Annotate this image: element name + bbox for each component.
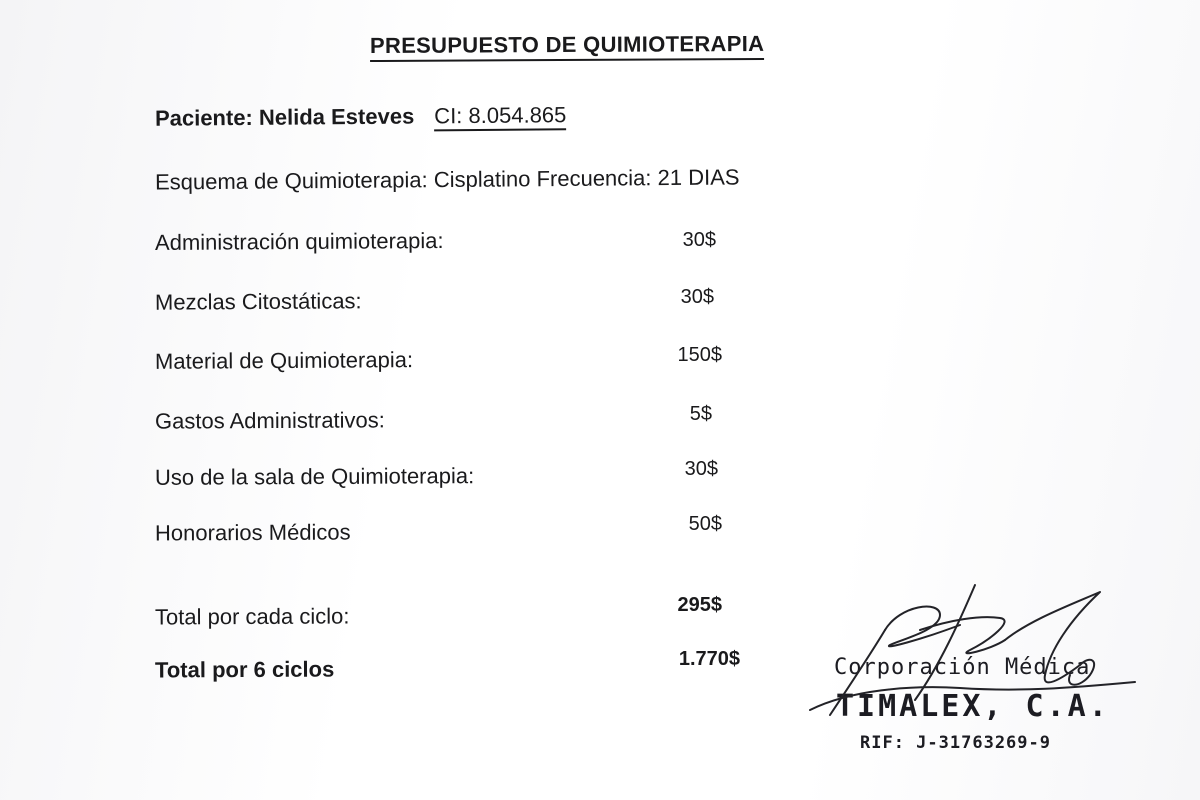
stamp-corporation: Corporación Médica: [834, 655, 1091, 680]
item-label-material: Material de Quimioterapia:: [154, 347, 414, 374]
item-value-gastos: 5$: [689, 403, 712, 425]
total-six-cycles-value: 1.770$: [678, 648, 740, 670]
handwritten-signature: [790, 570, 1150, 730]
item-label-administracion: Administración quimioterapia:: [154, 227, 444, 256]
total-per-cycle-value: 295$: [677, 594, 722, 616]
patient-name: Paciente: Nelida Esteves: [154, 103, 415, 131]
item-value-mezclas: 30$: [680, 286, 714, 308]
total-per-cycle-label: Total por cada ciclo:: [154, 603, 350, 630]
item-value-uso-sala: 30$: [684, 458, 718, 480]
item-label-mezclas: Mezclas Citostáticas:: [154, 288, 362, 315]
item-label-gastos: Gastos Administrativos:: [154, 407, 385, 434]
item-label-uso-sala: Uso de la sala de Quimioterapia:: [154, 463, 475, 490]
stamp-rif: RIF: J-31763269-9: [860, 733, 1051, 753]
patient-ci: CI: 8.054.865: [434, 102, 566, 131]
stamp-company-name: TIMALEX, C.A.: [836, 689, 1110, 724]
chemotherapy-scheme: Esquema de Quimioterapia: Cisplatino Frecuencia: 21 DIAS: [154, 164, 740, 195]
document-title: PRESUPUESTO DE QUIMIOTERAPIA: [370, 31, 764, 62]
item-value-honorarios: 50$: [688, 513, 722, 535]
patient-line: [155, 102, 567, 132]
total-six-cycles-label: Total por 6 ciclos: [154, 656, 335, 683]
item-label-honorarios: Honorarios Médicos: [154, 519, 351, 546]
item-value-administracion: 30$: [682, 229, 716, 251]
item-value-material: 150$: [677, 344, 722, 366]
